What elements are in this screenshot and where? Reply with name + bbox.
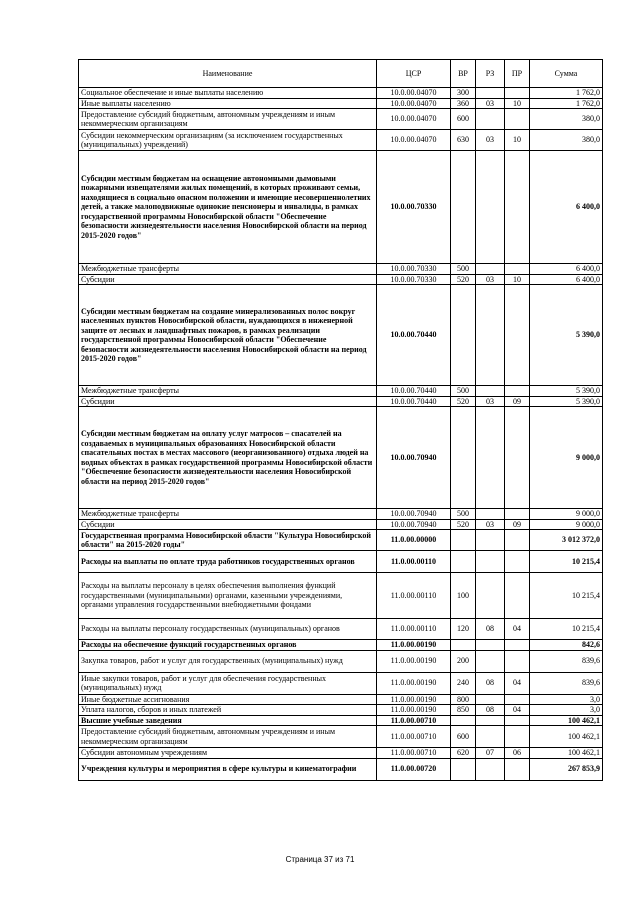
table-row xyxy=(79,274,603,285)
table-row xyxy=(79,715,603,726)
table-row xyxy=(79,151,603,264)
table-row xyxy=(79,758,603,780)
table-row xyxy=(79,640,603,651)
cell-name: Иные закупки товаров, работ и услуг для обеспечения государственных (муниципальных) нужд xyxy=(79,672,377,694)
cell-rz xyxy=(476,758,505,780)
cell-name: Социальное обеспечение и иные выплаты населению xyxy=(79,88,377,99)
cell-pr xyxy=(505,386,530,397)
cell-vr: 850 xyxy=(451,705,476,716)
cell-vr xyxy=(451,407,476,509)
cell-sum: 1 762,0 xyxy=(530,98,603,109)
cell-rz: 03 xyxy=(476,274,505,285)
cell-sum: 839,6 xyxy=(530,672,603,694)
cell-pr: 10 xyxy=(505,130,530,151)
cell-name: Предоставление субсидий бюджетным, автономным учреждениям и иным некоммерческим организациям xyxy=(79,726,377,748)
cell-sum: 6 400,0 xyxy=(530,264,603,275)
cell-rz xyxy=(476,109,505,130)
cell-sum: 842,6 xyxy=(530,640,603,651)
cell-rz xyxy=(476,726,505,748)
cell-vr xyxy=(451,715,476,726)
cell-rz xyxy=(476,715,505,726)
cell-sum: 380,0 xyxy=(530,109,603,130)
header-csr: ЦСР xyxy=(377,60,451,88)
cell-pr xyxy=(505,640,530,651)
cell-name: Субсидии местным бюджетам на оплату услуг матросов – спасателей на создаваемых в муниципальных образованиях Новосибирской области спасательных постах в местах массового (неорганизованного) отдыха людей на водных объектах в рамках государственной программы Новосибирской области "Обеспечение безопасности жизнедеятельности населения Новосибирской области на период 2015-2020 годов" xyxy=(79,407,377,509)
cell-name: Закупка товаров, работ и услуг для государственных (муниципальных) нужд xyxy=(79,650,377,672)
cell-vr xyxy=(451,151,476,264)
cell-csr: 11.0.00.00710 xyxy=(377,748,451,759)
cell-name: Расходы на выплаты персоналу в целях обеспечения выполнения функций государственными (муниципальными) органами, казенными учреждениями, органами управления государственными внебюджетными фондами xyxy=(79,573,377,619)
cell-csr: 11.0.00.00190 xyxy=(377,705,451,716)
table-row xyxy=(79,619,603,640)
cell-name: Субсидии местным бюджетам на оснащение автономными дымовыми пожарными извещателями жилых помещений, в которых проживают семьи, находящиеся в социально опасном положении и имеющие несовершеннолетних детей, а также малоподвижные одинокие пенсионеры и инвалиды, в рамках государственной программы Новосибирской области "Обеспечение безопасности жизнедеятельности населения Новосибирской области на период 2015-2020 годов" xyxy=(79,151,377,264)
cell-vr xyxy=(451,758,476,780)
cell-vr: 630 xyxy=(451,130,476,151)
table-row xyxy=(79,509,603,520)
cell-vr: 500 xyxy=(451,264,476,275)
cell-vr: 360 xyxy=(451,98,476,109)
cell-rz xyxy=(476,530,505,551)
cell-csr: 11.0.00.00720 xyxy=(377,758,451,780)
cell-sum: 9 000,0 xyxy=(530,509,603,520)
cell-csr: 10.0.00.04070 xyxy=(377,109,451,130)
cell-csr: 11.0.00.00000 xyxy=(377,530,451,551)
cell-pr: 10 xyxy=(505,274,530,285)
cell-rz xyxy=(476,509,505,520)
cell-name: Иные выплаты населению xyxy=(79,98,377,109)
cell-rz xyxy=(476,264,505,275)
cell-sum: 1 762,0 xyxy=(530,88,603,99)
header-sum: Сумма xyxy=(530,60,603,88)
cell-csr: 10.0.00.70940 xyxy=(377,519,451,530)
cell-name: Межбюджетные трансферты xyxy=(79,509,377,520)
cell-csr: 11.0.00.00110 xyxy=(377,619,451,640)
cell-pr xyxy=(505,551,530,573)
cell-sum: 9 000,0 xyxy=(530,407,603,509)
cell-name: Субсидии xyxy=(79,274,377,285)
table-row xyxy=(79,519,603,530)
cell-name: Уплата налогов, сборов и иных платежей xyxy=(79,705,377,716)
cell-rz: 08 xyxy=(476,705,505,716)
cell-rz: 08 xyxy=(476,672,505,694)
cell-pr: 04 xyxy=(505,619,530,640)
cell-sum: 10 215,4 xyxy=(530,573,603,619)
cell-pr xyxy=(505,694,530,705)
cell-vr: 520 xyxy=(451,274,476,285)
cell-sum: 6 400,0 xyxy=(530,151,603,264)
cell-vr: 500 xyxy=(451,509,476,520)
cell-vr: 100 xyxy=(451,573,476,619)
cell-rz xyxy=(476,151,505,264)
cell-vr: 500 xyxy=(451,386,476,397)
cell-csr: 10.0.00.70440 xyxy=(377,396,451,407)
cell-pr: 04 xyxy=(505,705,530,716)
cell-pr: 04 xyxy=(505,672,530,694)
table-row xyxy=(79,386,603,397)
cell-rz xyxy=(476,551,505,573)
cell-pr xyxy=(505,715,530,726)
cell-csr: 10.0.00.70330 xyxy=(377,151,451,264)
cell-pr xyxy=(505,151,530,264)
cell-vr xyxy=(451,530,476,551)
cell-vr: 200 xyxy=(451,650,476,672)
cell-csr: 11.0.00.00710 xyxy=(377,726,451,748)
cell-pr: 10 xyxy=(505,98,530,109)
cell-pr xyxy=(505,573,530,619)
cell-csr: 11.0.00.00110 xyxy=(377,551,451,573)
cell-csr: 10.0.00.04070 xyxy=(377,88,451,99)
cell-pr xyxy=(505,88,530,99)
table-row xyxy=(79,285,603,386)
cell-sum: 10 215,4 xyxy=(530,551,603,573)
cell-sum: 100 462,1 xyxy=(530,715,603,726)
cell-pr xyxy=(505,509,530,520)
cell-pr: 09 xyxy=(505,396,530,407)
cell-vr: 800 xyxy=(451,694,476,705)
cell-rz: 03 xyxy=(476,519,505,530)
cell-rz xyxy=(476,285,505,386)
cell-sum: 9 000,0 xyxy=(530,519,603,530)
cell-pr xyxy=(505,650,530,672)
cell-name: Субсидии автономным учреждениям xyxy=(79,748,377,759)
table-row xyxy=(79,407,603,509)
cell-vr: 520 xyxy=(451,519,476,530)
table-row xyxy=(79,551,603,573)
cell-name: Расходы на выплаты персоналу государственных (муниципальных) органов xyxy=(79,619,377,640)
table-row xyxy=(79,130,603,151)
table-header-row xyxy=(79,60,603,88)
cell-pr xyxy=(505,109,530,130)
cell-rz xyxy=(476,640,505,651)
cell-csr: 10.0.00.04070 xyxy=(377,130,451,151)
cell-rz xyxy=(476,386,505,397)
cell-csr: 10.0.00.70940 xyxy=(377,509,451,520)
cell-pr: 06 xyxy=(505,748,530,759)
cell-rz: 07 xyxy=(476,748,505,759)
page-number: Страница 37 из 71 xyxy=(285,855,355,864)
cell-name: Межбюджетные трансферты xyxy=(79,386,377,397)
table-row xyxy=(79,109,603,130)
cell-csr: 10.0.00.70940 xyxy=(377,407,451,509)
cell-csr: 11.0.00.00190 xyxy=(377,672,451,694)
cell-name: Расходы на обеспечение функций государственных органов xyxy=(79,640,377,651)
cell-name: Высшие учебные заведения xyxy=(79,715,377,726)
cell-sum: 5 390,0 xyxy=(530,285,603,386)
cell-csr: 11.0.00.00190 xyxy=(377,640,451,651)
cell-pr xyxy=(505,726,530,748)
cell-csr: 10.0.00.70330 xyxy=(377,274,451,285)
cell-sum: 100 462,1 xyxy=(530,726,603,748)
budget-table xyxy=(78,59,603,781)
cell-rz xyxy=(476,407,505,509)
cell-sum: 267 853,9 xyxy=(530,758,603,780)
cell-csr: 11.0.00.00710 xyxy=(377,715,451,726)
cell-rz xyxy=(476,694,505,705)
header-rz: РЗ xyxy=(476,60,505,88)
cell-sum: 3,0 xyxy=(530,705,603,716)
table-row xyxy=(79,726,603,748)
cell-vr: 600 xyxy=(451,726,476,748)
header-pr: ПР xyxy=(505,60,530,88)
cell-vr: 600 xyxy=(451,109,476,130)
table-row xyxy=(79,694,603,705)
cell-sum: 839,6 xyxy=(530,650,603,672)
cell-vr xyxy=(451,285,476,386)
cell-sum: 10 215,4 xyxy=(530,619,603,640)
cell-rz: 03 xyxy=(476,130,505,151)
cell-name: Государственная программа Новосибирской области "Культура Новосибирской области" на 2015-2020 годы" xyxy=(79,530,377,551)
table-row xyxy=(79,748,603,759)
cell-pr xyxy=(505,530,530,551)
cell-sum: 380,0 xyxy=(530,130,603,151)
cell-vr xyxy=(451,551,476,573)
cell-sum: 3,0 xyxy=(530,694,603,705)
cell-rz xyxy=(476,88,505,99)
cell-name: Учреждения культуры и мероприятия в сфере культуры и кинематографии xyxy=(79,758,377,780)
table-row xyxy=(79,98,603,109)
cell-vr: 120 xyxy=(451,619,476,640)
cell-pr xyxy=(505,285,530,386)
table-row xyxy=(79,705,603,716)
cell-pr xyxy=(505,264,530,275)
cell-sum: 100 462,1 xyxy=(530,748,603,759)
cell-name: Субсидии местным бюджетам на создание минерализованных полос вокруг населенных пунктов Новосибирской области, нуждающихся в инженерной защите от лесных и ландшафтных пожаров, в рамках реализации государственной программы Новосибирской области "Обеспечение безопасности жизнедеятельности населения Новосибирской области на период 2015-2020 годов" xyxy=(79,285,377,386)
table-row xyxy=(79,264,603,275)
cell-sum: 6 400,0 xyxy=(530,274,603,285)
table-row xyxy=(79,530,603,551)
cell-vr: 300 xyxy=(451,88,476,99)
cell-rz xyxy=(476,573,505,619)
cell-sum: 3 012 372,0 xyxy=(530,530,603,551)
cell-csr: 10.0.00.70330 xyxy=(377,264,451,275)
cell-csr: 11.0.00.00190 xyxy=(377,650,451,672)
cell-sum: 5 390,0 xyxy=(530,386,603,397)
table-row xyxy=(79,396,603,407)
cell-csr: 11.0.00.00190 xyxy=(377,694,451,705)
table-row xyxy=(79,88,603,99)
cell-vr: 240 xyxy=(451,672,476,694)
cell-pr xyxy=(505,407,530,509)
cell-name: Предоставление субсидий бюджетным, автономным учреждениям и иным некоммерческим организациям xyxy=(79,109,377,130)
cell-name: Субсидии некоммерческим организациям (за исключением государственных (муниципальных) учреждений) xyxy=(79,130,377,151)
cell-csr: 10.0.00.70440 xyxy=(377,386,451,397)
cell-name: Иные бюджетные ассигнования xyxy=(79,694,377,705)
cell-vr: 520 xyxy=(451,396,476,407)
header-vr: ВР xyxy=(451,60,476,88)
cell-csr: 11.0.00.00110 xyxy=(377,573,451,619)
cell-vr: 620 xyxy=(451,748,476,759)
table-row xyxy=(79,650,603,672)
cell-name: Субсидии xyxy=(79,396,377,407)
cell-csr: 10.0.00.70440 xyxy=(377,285,451,386)
cell-name: Расходы на выплаты по оплате труда работников государственных органов xyxy=(79,551,377,573)
cell-rz xyxy=(476,650,505,672)
table-row xyxy=(79,672,603,694)
budget-sheet xyxy=(78,59,602,781)
cell-pr xyxy=(505,758,530,780)
cell-pr: 09 xyxy=(505,519,530,530)
cell-name: Межбюджетные трансферты xyxy=(79,264,377,275)
table-row xyxy=(79,573,603,619)
header-name: Наименование xyxy=(79,60,377,88)
cell-rz: 03 xyxy=(476,396,505,407)
cell-sum: 5 390,0 xyxy=(530,396,603,407)
cell-csr: 10.0.00.04070 xyxy=(377,98,451,109)
cell-vr xyxy=(451,640,476,651)
cell-name: Субсидии xyxy=(79,519,377,530)
cell-rz: 08 xyxy=(476,619,505,640)
cell-rz: 03 xyxy=(476,98,505,109)
table-body xyxy=(79,88,603,781)
